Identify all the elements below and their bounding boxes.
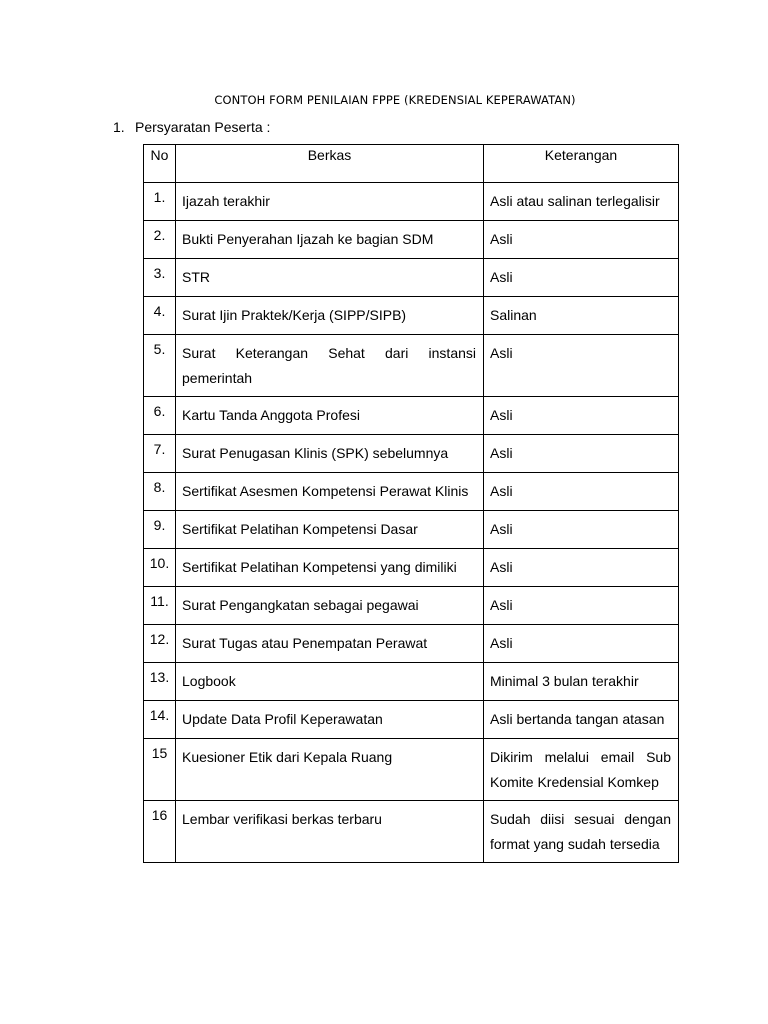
table-row <box>144 511 679 549</box>
row-number: 15 <box>144 739 176 801</box>
table-row <box>144 435 679 473</box>
table-row <box>144 397 679 435</box>
keterangan-cell: Asli <box>484 221 679 259</box>
row-number: 7. <box>144 435 176 473</box>
berkas-cell: Surat Penugasan Klinis (SPK) sebelumnya <box>176 435 484 473</box>
row-number: 9. <box>144 511 176 549</box>
table-row <box>144 221 679 259</box>
keterangan-cell: Asli <box>484 335 679 397</box>
berkas-cell: Logbook <box>176 663 484 701</box>
table-row <box>144 183 679 221</box>
table-row <box>144 701 679 739</box>
keterangan-cell: Asli <box>484 625 679 663</box>
berkas-cell: Lembar verifikasi berkas terbaru <box>176 801 484 863</box>
keterangan-cell: Asli <box>484 435 679 473</box>
row-number: 6. <box>144 397 176 435</box>
header-keterangan: Keterangan <box>484 145 679 183</box>
requirements-table <box>143 144 679 863</box>
row-number: 10. <box>144 549 176 587</box>
table-row <box>144 739 679 801</box>
section-heading <box>113 119 270 135</box>
header-no: No <box>144 145 176 183</box>
keterangan-cell: Asli <box>484 587 679 625</box>
keterangan-cell: Asli <box>484 259 679 297</box>
berkas-cell: Surat Keterangan Sehat dari instansi pemerintah <box>176 335 484 397</box>
berkas-cell: STR <box>176 259 484 297</box>
berkas-cell: Surat Tugas atau Penempatan Perawat <box>176 625 484 663</box>
berkas-cell: Update Data Profil Keperawatan <box>176 701 484 739</box>
table-row <box>144 587 679 625</box>
keterangan-cell: Asli <box>484 549 679 587</box>
row-number: 16 <box>144 801 176 863</box>
table-row <box>144 625 679 663</box>
header-berkas: Berkas <box>176 145 484 183</box>
row-number: 12. <box>144 625 176 663</box>
row-number: 5. <box>144 335 176 397</box>
table-row <box>144 297 679 335</box>
berkas-cell: Surat Pengangkatan sebagai pegawai <box>176 587 484 625</box>
table-row <box>144 549 679 587</box>
table-row <box>144 663 679 701</box>
keterangan-cell: Asli bertanda tangan atasan <box>484 701 679 739</box>
document-title: CONTOH FORM PENILAIAN FPPE (KREDENSIAL KEPERAWATAN) <box>214 93 576 107</box>
keterangan-cell: Asli atau salinan terlegalisir <box>484 183 679 221</box>
keterangan-cell: Salinan <box>484 297 679 335</box>
row-number: 13. <box>144 663 176 701</box>
table-row <box>144 801 679 863</box>
berkas-cell: Kuesioner Etik dari Kepala Ruang <box>176 739 484 801</box>
berkas-cell: Surat Ijin Praktek/Kerja (SIPP/SIPB) <box>176 297 484 335</box>
berkas-cell: Ijazah terakhir <box>176 183 484 221</box>
row-number: 2. <box>144 221 176 259</box>
table-header-row <box>144 145 679 183</box>
keterangan-cell: Minimal 3 bulan terakhir <box>484 663 679 701</box>
row-number: 1. <box>144 183 176 221</box>
row-number: 3. <box>144 259 176 297</box>
table-row <box>144 335 679 397</box>
keterangan-cell: Asli <box>484 511 679 549</box>
row-number: 11. <box>144 587 176 625</box>
section-number: 1. <box>113 119 125 135</box>
row-number: 4. <box>144 297 176 335</box>
keterangan-cell: Dikirim melalui email Sub Komite Kredensial Komkep <box>484 739 679 801</box>
berkas-cell: Bukti Penyerahan Ijazah ke bagian SDM <box>176 221 484 259</box>
row-number: 8. <box>144 473 176 511</box>
berkas-cell: Sertifikat Asesmen Kompetensi Perawat Klinis <box>176 473 484 511</box>
keterangan-cell: Asli <box>484 397 679 435</box>
section-title: Persyaratan Peserta : <box>135 119 271 135</box>
row-number: 14. <box>144 701 176 739</box>
berkas-cell: Kartu Tanda Anggota Profesi <box>176 397 484 435</box>
keterangan-cell: Asli <box>484 473 679 511</box>
keterangan-cell: Sudah diisi sesuai dengan format yang sudah tersedia <box>484 801 679 863</box>
table-row <box>144 259 679 297</box>
berkas-cell: Sertifikat Pelatihan Kompetensi Dasar <box>176 511 484 549</box>
berkas-cell: Sertifikat Pelatihan Kompetensi yang dimiliki <box>176 549 484 587</box>
table-row <box>144 473 679 511</box>
